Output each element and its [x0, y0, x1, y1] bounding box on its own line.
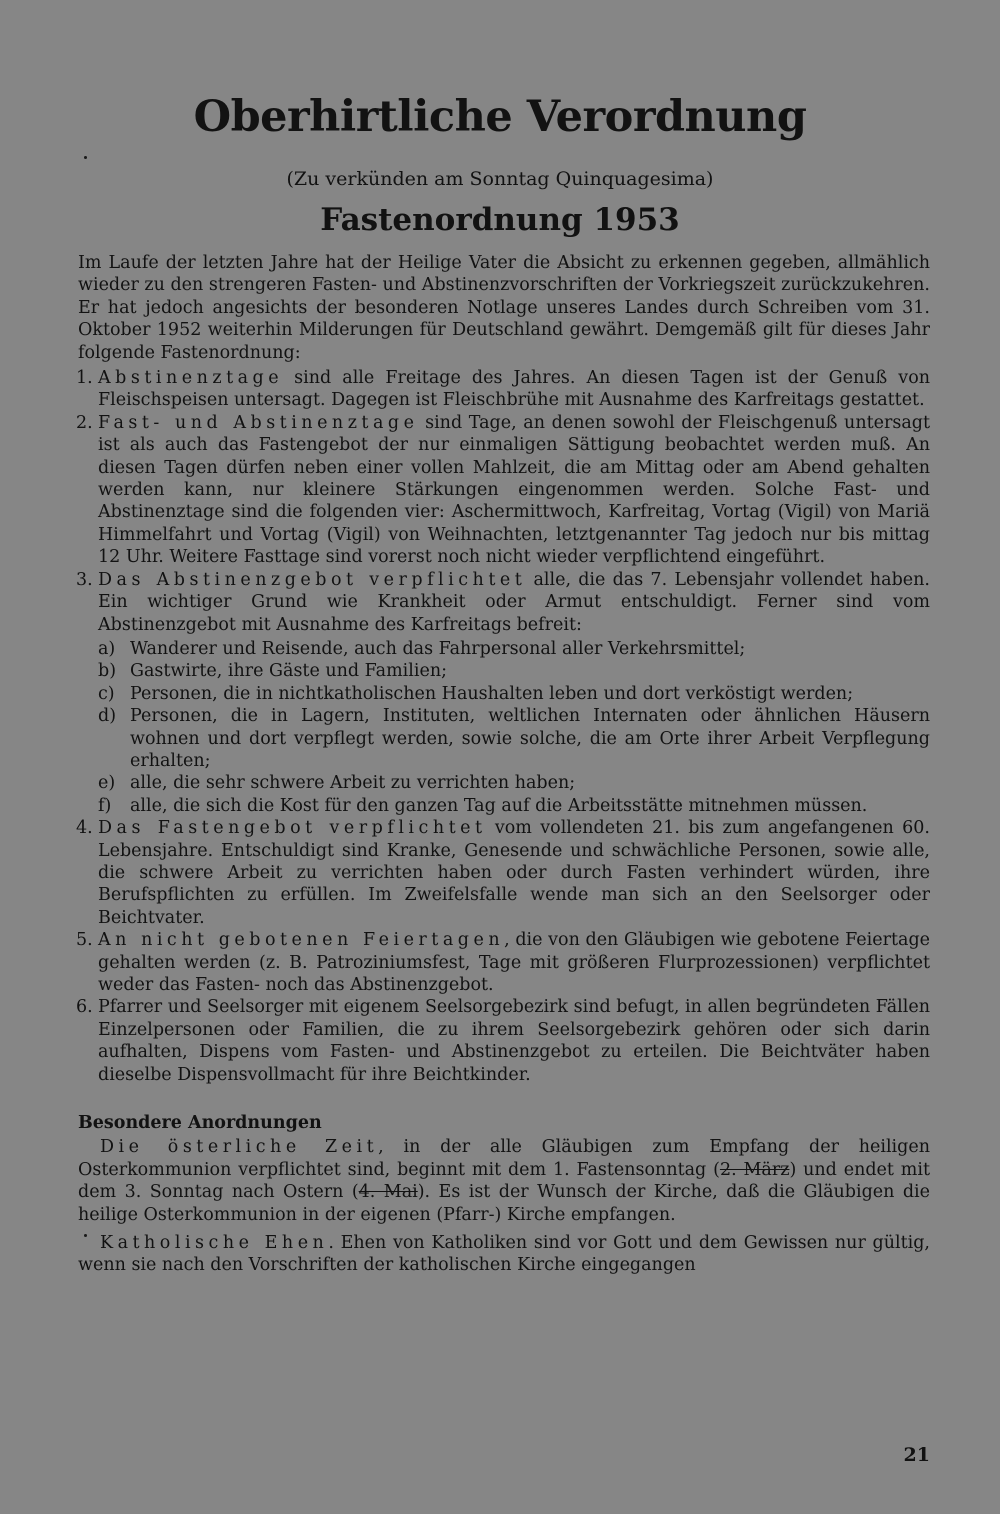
sub-item-b	[78, 660, 930, 682]
marriage-paragraph	[78, 1232, 930, 1277]
sub-item-label: d)	[98, 706, 117, 727]
page-title: Oberhirtliche Verordnung	[193, 92, 807, 142]
sub-item-text: Personen, die in Lagern, Instituten, weltlichen Internaten oder ähnlichen Häusern wohnen und dort verpflegt werden, sowie solche, die am Orte ihrer Arbeit Verpflegung erhalten;	[130, 706, 930, 771]
sub-item-text: alle, die sehr schwere Arbeit zu verrichten haben;	[130, 773, 576, 794]
body-text	[78, 252, 930, 1277]
item-text: alle, die das 7. Lebensjahr vollendet haben. Ein wichtiger Grund wie Krankheit oder Armut entschuldigt. Ferner sind vom Abstinenzgebot mit Ausnahme des Karfreitags befreit:	[98, 569, 930, 635]
list-item-1	[78, 367, 930, 412]
subsection-heading: Besondere Anordnungen	[78, 1113, 322, 1134]
item-lead: Das Fastengebot verpflichtet	[98, 818, 487, 839]
list-item-5	[78, 929, 930, 996]
sub-item-text: alle, die sich die Kost für den ganzen Tag auf die Arbeitsstätte mitnehmen müssen.	[130, 795, 868, 816]
paragraph-text: . Ehen von Katholiken sind vor Gott und dem Gewissen nur gültig, wenn sie nach den Vorschriften der katholischen Kirche eingegangen	[78, 1233, 930, 1276]
item-number: 4.	[76, 818, 93, 839]
sub-item-text: Wanderer und Reisende, auch das Fahrpersonal aller Verkehrsmittel;	[130, 638, 746, 659]
item-number: 5.	[76, 930, 93, 951]
item-lead: An nicht gebotenen Feiertagen	[98, 930, 505, 951]
sub-item-d	[78, 705, 930, 772]
sub-item-a	[78, 638, 930, 660]
sub-item-label: c)	[98, 683, 115, 704]
item-lead: Fast- und Abstinenztage	[98, 412, 419, 433]
paragraph-lead: Die österliche Zeit	[100, 1137, 379, 1158]
paragraph-lead: Katholische Ehen	[100, 1233, 329, 1254]
struck-date: 2. März	[719, 1159, 790, 1180]
paragraph-text: ) und endet mit dem 3. Sonntag nach Ostern (	[78, 1159, 931, 1203]
item-text: , die von den Gläubigen wie gebotene Feiertage gehalten werden (z. B. Patroziniumsfest, Tage mit größeren Flurprozessionen) verpflichtet weder das Fasten- noch das Abstinenzgebot.	[98, 930, 930, 995]
sub-item-text: Gastwirte, ihre Gäste und Familien;	[130, 661, 447, 682]
struck-date: 4. Mai	[358, 1182, 418, 1203]
item-text: Pfarrer und Seelsorger mit eigenem Seelsorgebezirk sind befugt, in allen begründeten Fällen Einzelpersonen oder Familien, die zu ihrem Seelsorgebezirk gehören oder sich darin aufhalten, Dispens vom Fasten- und Abstinenzgebot zu erteilen. Die Beichtväter haben dieselbe Dispensvollmacht für ihre Beichtkinder.	[98, 997, 930, 1085]
subtitle: (Zu verkünden am Sonntag Quinquagesima)	[286, 168, 714, 190]
sub-item-label: b)	[98, 661, 117, 682]
item-text: vom vollendeten 21. bis zum angefangenen 60. Lebensjahre. Entschuldigt sind Kranke, Genesende und schwächliche Personen, sowie alle, die schwere Arbeit zu verrichten haben oder durch Fasten verhindert würden, ihre Berufspflichten zu erfüllen. Im Zweifelsfalle wende man sich an den Seelsorger oder Beichtvater.	[98, 818, 930, 928]
list-item-6	[78, 996, 930, 1086]
paragraph-text: ). Es ist der Wunsch der Kirche, daß die Gläubigen die heilige Osterkommunion in der eigenen (Pfarr-) Kirche empfangen.	[78, 1182, 930, 1225]
item-text: sind alle Freitage des Jahres. An diesen Tagen ist der Genuß von Fleischspeisen untersagt. Dagegen ist Fleischbrühe mit Ausnahme des Karfreitags gestattet.	[98, 368, 930, 411]
sub-item-c	[78, 683, 930, 705]
item-number: 3.	[76, 569, 93, 590]
item-number: 1.	[76, 368, 93, 389]
list-item-2	[78, 412, 930, 569]
sub-item-label: f)	[98, 795, 112, 816]
print-speck	[84, 156, 87, 159]
item-number: 6.	[76, 997, 93, 1018]
sub-item-label: a)	[98, 638, 116, 659]
print-speck	[84, 1234, 87, 1237]
item-lead: Abstinenztage	[98, 368, 284, 389]
list-item-4	[78, 817, 930, 929]
sub-item-e	[78, 772, 930, 794]
easter-paragraph	[78, 1136, 930, 1226]
paragraph-text: , in der alle Gläubigen zum Empfang der heiligen Osterkommunion verpflichtet sind, beginnt mit dem 1. Fastensonntag (	[78, 1137, 930, 1180]
sub-item-f	[78, 795, 930, 817]
list-item-3	[78, 569, 930, 636]
item-text: sind Tage, an denen sowohl der Fleischgenuß untersagt ist als auch das Fastengebot der nur einmaligen Sättigung beobachtet werden muß. An diesen Tagen dürfen neben einer vollen Mahlzeit, die am Mittag oder am Abend gehalten werden kann, nur kleinere Stärkungen eingenommen werden. Solche Fast- und Abstinenztage sind die folgenden vier: Aschermittwoch, Karfreitag, Vortag (Vigil) von Mariä Himmelfahrt und Vortag (Vigil) von Weihnachten, letztgenannter Tag jedoch nur bis mittag 12 Uhr. Weitere Fasttage sind vorerst noch nicht wieder verpflichtend eingeführt.	[98, 412, 931, 568]
sub-item-text: Personen, die in nichtkatholischen Haushalten leben und dort verköstigt werden;	[130, 683, 854, 704]
section-title: Fastenordnung 1953	[320, 202, 680, 238]
page-number: 21	[903, 1444, 930, 1466]
item-number: 2.	[76, 412, 93, 433]
sub-item-label: e)	[98, 773, 116, 794]
intro-paragraph: Im Laufe der letzten Jahre hat der Heilige Vater die Absicht zu erkennen gegeben, allmählich wieder zu den strengeren Fasten- und Abstinenzvorschriften der Vorkriegszeit zurückzukehren. Er hat jedoch angesichts der besonderen Notlage unseres Landes durch Schreiben vom 31. Oktober 1952 weiterhin Milderungen für Deutschland gewährt. Demgemäß gilt für dieses Jahr folgende Fastenordnung:	[78, 253, 930, 363]
item-lead: Das Abstinenzgebot verpflichtet	[98, 569, 527, 590]
